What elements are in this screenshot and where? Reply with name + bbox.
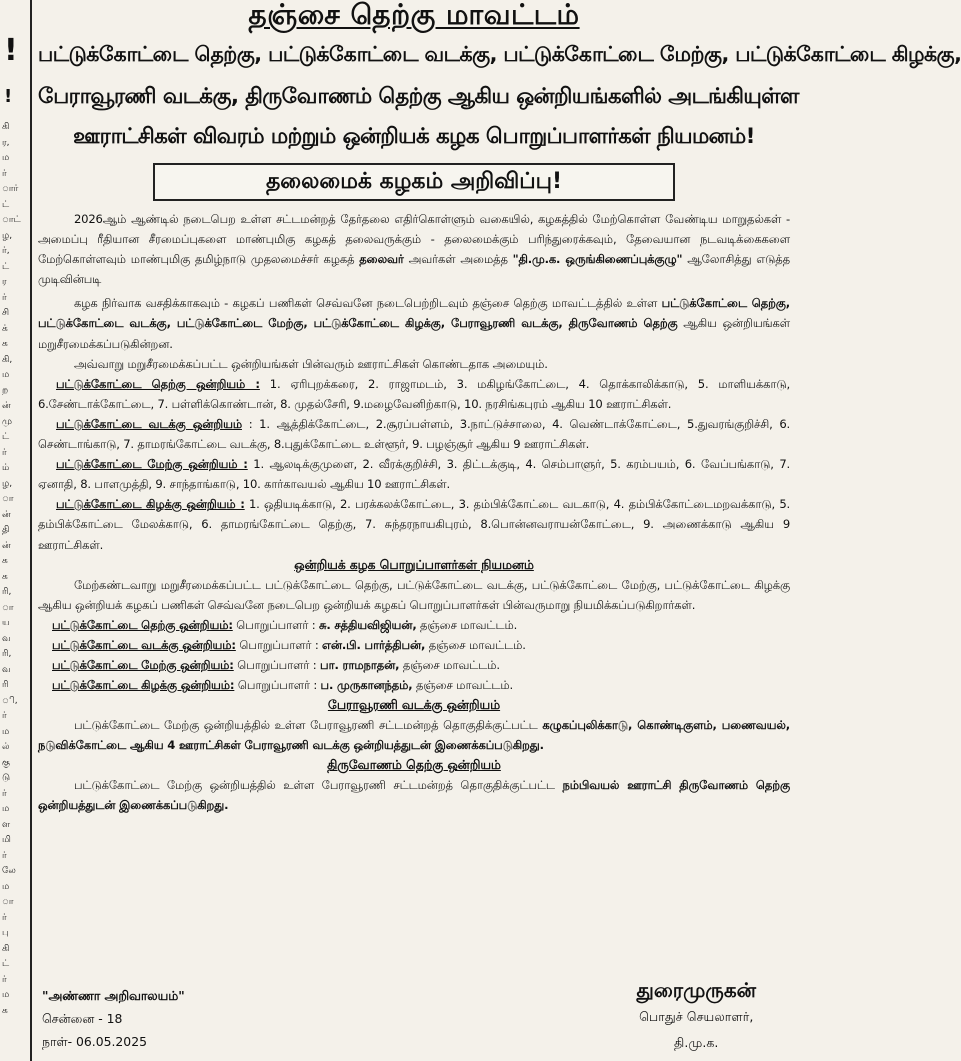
adjacent-headline-fragment: !	[4, 86, 13, 107]
adjacent-text-fragment: ன்	[2, 540, 11, 551]
adjacent-text-fragment: ரி,	[2, 587, 12, 597]
peravurani-heading: பேராவூரணி வடக்கு ஒன்றியம்	[327, 697, 501, 713]
adjacent-text-fragment: ாட்	[2, 215, 21, 225]
adjacent-text-fragment: ழ,	[2, 478, 13, 489]
adjacent-text-fragment: ன்	[2, 509, 11, 520]
intro-paragraph-3: அவ்வாறு மறுசீரமைக்கப்பட்ட ஒன்றியங்கள் பின்வரும் ஊராட்சிகள் கொண்டதாக அமையும்.	[74, 356, 548, 371]
adjacent-text-fragment: ம	[2, 726, 10, 737]
adjacent-text-fragment: ர்	[2, 711, 7, 721]
signature-footer	[38, 976, 790, 1061]
headline-line-3: ஊராட்சிகள் விவரம் மற்றும் ஒன்றியக் கழக பொறுப்பாளர்கள் நியமனம்!	[73, 124, 755, 149]
adjacent-text-fragment: ல்	[2, 742, 10, 752]
adjacent-text-fragment: பு	[2, 928, 9, 938]
peravurani-paragraph: பட்டுக்கோட்டை மேற்கு ஒன்றியத்தில் உள்ள பேராவூரணி சட்டமன்றத் தொகுதிக்குட்பட்ட கழுகப்புலிக்காடு, கொண்டிகுளம், பணைவயல், நடுவிக்கோட்டை ஆகிய 4 ஊராட்சிகள் பேராவூரணி வடக்கு ஒன்றியத்துடன் இணைக்கப்படுகிறது.	[38, 718, 790, 753]
thiruvonam-paragraph: பட்டுக்கோட்டை மேற்கு ஒன்றியத்தில் உள்ள பேராவூரணி சட்டமன்றத் தொகுதிக்குட்பட்ட நம்பிவயல் ஊராட்சி திருவோணம் தெற்கு ஒன்றியத்துடன் இணைக்கப்படுகிறது.	[38, 778, 790, 813]
adjacent-text-fragment: ரி,	[2, 649, 12, 659]
adjacent-text-fragment: ர	[2, 277, 7, 287]
signatory-name: துரைமுருகன்	[636, 978, 756, 1002]
adjacent-text-fragment: ா	[2, 602, 14, 613]
adjacent-text-fragment: ம	[2, 804, 10, 814]
issuing-office	[42, 984, 185, 1053]
adjacent-text-fragment: ி,	[2, 695, 18, 706]
office-city: சென்னை - 18	[42, 1011, 123, 1026]
adjacent-text-fragment: க்	[2, 323, 8, 334]
article-body	[38, 209, 790, 816]
adjacent-headline-fragment: !	[4, 33, 18, 68]
adjacent-text-fragment: ட்	[2, 432, 10, 442]
adjacent-text-fragment: ர்	[2, 788, 7, 799]
adjacent-text-fragment: ர்,	[2, 246, 10, 256]
union-north: பட்டுக்கோட்டை வடக்கு ஒன்றியம் : 1. ஆத்திக்கோட்டை, 2.சூரப்பள்ளம், 3.நாட்டுச்சாலை, 4. வெண்டாக்கோட்டை, 5.துவரங்குறிச்சி, 6. செண்டாங்காடு, 7. தாமரங்கோட்டை வடக்கு, 8.புதுக்கோட்டை உள்ளூர், 9. பழஞ்சூர் ஆகிய 9 ஊராட்சிகள்.	[38, 416, 790, 452]
adjacent-text-fragment: ழ,	[2, 230, 13, 241]
adjacent-text-fragment: மி	[2, 835, 11, 845]
appointment-row: பட்டுக்கோட்டை தெற்கு ஒன்றியம்: பொறுப்பாளர் : சு. சத்தியவிஜியன், தஞ்சை மாவட்டம்.	[52, 617, 518, 632]
adjacent-text-fragment: ன்	[2, 401, 11, 411]
adjacent-text-fragment: ர்	[2, 292, 7, 303]
adjacent-text-fragment: ம	[2, 990, 10, 1000]
adjacent-text-fragment: ா	[2, 897, 14, 907]
adjacent-text-fragment: க	[2, 339, 8, 349]
adjacent-text-fragment: வ	[2, 664, 11, 675]
appointment-row: பட்டுக்கோட்டை மேற்கு ஒன்றியம்: பொறுப்பாளர் : பா. ராமநாதன், தஞ்சை மாவட்டம்.	[52, 657, 500, 672]
appointment-row: பட்டுக்கோட்டை வடக்கு ஒன்றியம்: பொறுப்பாளர் : என்.பி. பார்த்திபன், தஞ்சை மாவட்டம்.	[52, 637, 526, 652]
district-title: தஞ்சை தெற்கு மாவட்டம்	[248, 0, 580, 31]
headline-line-2: பேராவூரணி வடக்கு, திருவோணம் தெற்கு ஆகிய ஒன்றியங்களில் அடங்கியுள்ள	[38, 84, 799, 109]
adjacent-text-fragment: லே	[2, 866, 16, 876]
adjacent-text-fragment: மு	[2, 416, 12, 427]
party-name: தி.மு.க.	[674, 1035, 719, 1050]
appointment-row: பட்டுக்கோட்டை கிழக்கு ஒன்றியம்: பொறுப்பாளர் : ப. முருகானந்தம், தஞ்சை மாவட்டம்.	[52, 678, 514, 693]
adjacent-text-fragment: கி	[2, 122, 10, 132]
signatory-designation: பொதுச் செயலாளர்,	[639, 1009, 754, 1024]
adjacent-text-fragment: ர்	[2, 912, 7, 923]
adjacent-text-fragment: ர்	[2, 974, 7, 985]
adjacent-text-fragment: கி,	[2, 354, 13, 365]
union-west: பட்டுக்கோட்டை மேற்கு ஒன்றியம் : 1. ஆலடிக்குமுளை, 2. வீரக்குறிச்சி, 3. திட்டக்குடி, 4. செம்பாளுர், 5. கரம்பயம், 6. வேப்பங்காடு, 7. ஏனாதி, 8. பாளமுத்தி, 9. சாந்தாங்காடு, 10. கார்காவயல் ஆகிய 10 ஊராட்சிகள்.	[38, 457, 790, 492]
office-name: "அண்ணா அறிவாலயம்"	[42, 988, 185, 1003]
issue-date: நாள்- 06.05.2025	[42, 1034, 147, 1049]
adjacent-column-fragment	[0, 0, 32, 1061]
adjacent-text-fragment: ய	[2, 618, 10, 628]
adjacent-text-fragment: ம	[2, 153, 10, 163]
adjacent-text-fragment: ா	[2, 494, 14, 504]
adjacent-text-fragment: வ	[2, 633, 11, 644]
adjacent-text-fragment: ற	[2, 385, 9, 396]
adjacent-text-fragment: ட்	[2, 199, 10, 210]
adjacent-text-fragments	[0, 120, 21, 1019]
appointments-heading: ஒன்றியக் கழக பொறுப்பாளர்கள் நியமனம்	[294, 556, 534, 572]
announcement-title-box: தலைமைக் கழகம் அறிவிப்பு!	[153, 163, 675, 201]
adjacent-text-fragment: ர்	[2, 447, 7, 458]
adjacent-text-fragment: டு	[2, 773, 11, 783]
adjacent-text-fragment: ரி	[2, 680, 9, 690]
adjacent-text-fragment: க	[2, 571, 8, 582]
adjacent-text-fragment: ார்	[2, 184, 19, 194]
adjacent-text-fragment: ம	[2, 370, 10, 380]
headline-line-1: பட்டுக்கோட்டை தெற்கு, பட்டுக்கோட்டை வடக்கு, பட்டுக்கோட்டை மேற்கு, பட்டுக்கோட்டை கிழக்கு,	[38, 42, 961, 66]
adjacent-text-fragment: ர்	[2, 168, 7, 179]
adjacent-text-fragment: ட்	[2, 959, 10, 969]
adjacent-text-fragment: ம்	[2, 463, 10, 473]
thiruvonam-heading: திருவோணம் தெற்கு ஒன்றியம்	[327, 757, 501, 773]
signatory-block	[636, 976, 756, 1056]
adjacent-text-fragment: ள	[2, 819, 11, 830]
intro-paragraph-1: 2026ஆம் ஆண்டில் நடைபெற உள்ள சட்டமன்றத் தேர்தலை எதிர்கொள்ளும் வகையில், கழகத்தில் மேற்கொள்ள வேண்டிய மாறுதல்கள் - அமைப்பு ரீதியான சீரமைப்புகளை மாண்புமிகு கழகத் தலைவருக்கும் - தலைமைக்கும் பரிந்துரைக்கவும், தேவையான நடவடிக்கைகளை மேற்கொள்ளவும் மாண்புமிகு தமிழ்நாடு முதலமைச்சர் கழகத் தலைவர் அவர்கள் அமைத்த "தி.மு.க. ஒருங்கிணைப்புக்குழு" ஆலோசித்து எடுத்த முடிவின்படி	[38, 212, 790, 287]
adjacent-text-fragment: ர்	[2, 850, 7, 861]
union-east: பட்டுக்கோட்டை கிழக்கு ஒன்றியம் : 1. ஒதியடிக்காடு, 2. பரக்கலக்கோட்டை, 3. தம்பிக்கோட்டை வடகாடு, 4. தம்பிக்கோட்டைமறவக்காடு, 5. தம்பிக்கோட்டை மேலக்காடு, 6. தாமரங்கோட்டை தெற்கு, 7. சுந்தரநாயகிபுரம், 8.பொன்னவராயன்கோட்டை, 9. அணைக்காடு ஆகிய 9 ஊராட்சிகள்.	[38, 497, 790, 552]
union-south: பட்டுக்கோட்டை தெற்கு ஒன்றியம் : 1. ஏரிபுறக்கரை, 2. ராஜாமடம், 3. மகிழங்கோட்டை, 4. தொக்காலிக்காடு, 5. மாளியக்காடு, 6.சேண்டாக்கோட்டை, 7. பள்ளிக்கொண்டான், 8. முதல்சேரி, 9.மழைவேனிற்காடு, 10. நரசிங்கபுரம் ஆகிய 10 ஊராட்சிகள்.	[38, 376, 791, 411]
announcement-article	[38, 0, 961, 816]
adjacent-text-fragment: கி	[2, 943, 10, 954]
adjacent-text-fragment: க	[2, 1005, 8, 1016]
adjacent-text-fragment: க	[2, 556, 8, 566]
intro-paragraph-2: கழக நிர்வாக வசதிக்காகவும் - கழகப் பணிகள் செவ்வனே நடைபெற்றிடவும் தஞ்சை தெற்கு மாவட்டத்தில் உள்ள பட்டுக்கோட்டை தெற்கு, பட்டுக்கோட்டை வடக்கு, பட்டுக்கோட்டை மேற்கு, பட்டுக்கோட்டை கிழக்கு, பேராவூரணி வடக்கு, திருவோணம் தெற்கு ஆகிய ஒன்றியங்கள் மறுசீரமைக்கப்படுகின்றன.	[38, 296, 791, 351]
adjacent-text-fragment: கு	[2, 757, 10, 768]
appointments-intro: மேற்கண்டவாறு மறுசீரமைக்கப்பட்ட பட்டுக்கோட்டை தெற்கு, பட்டுக்கோட்டை வடக்கு, பட்டுக்கோட்டை மேற்கு, பட்டுக்கோட்டை கிழக்கு ஆகிய ஒன்றியக் கழகப் பணிகள் செவ்வனே நடைபெற ஒன்றியக் கழகப் பொறுப்பாளர்கள் பின்வருமாறு நியமிக்கப்படுகிறார்கள்.	[38, 577, 790, 612]
adjacent-text-fragment: சி	[2, 308, 10, 318]
adjacent-text-fragment: தி	[2, 525, 10, 535]
adjacent-text-fragment: ட்	[2, 261, 10, 272]
adjacent-text-fragment: ர,	[2, 137, 10, 148]
adjacent-text-fragment: ம	[2, 881, 10, 892]
